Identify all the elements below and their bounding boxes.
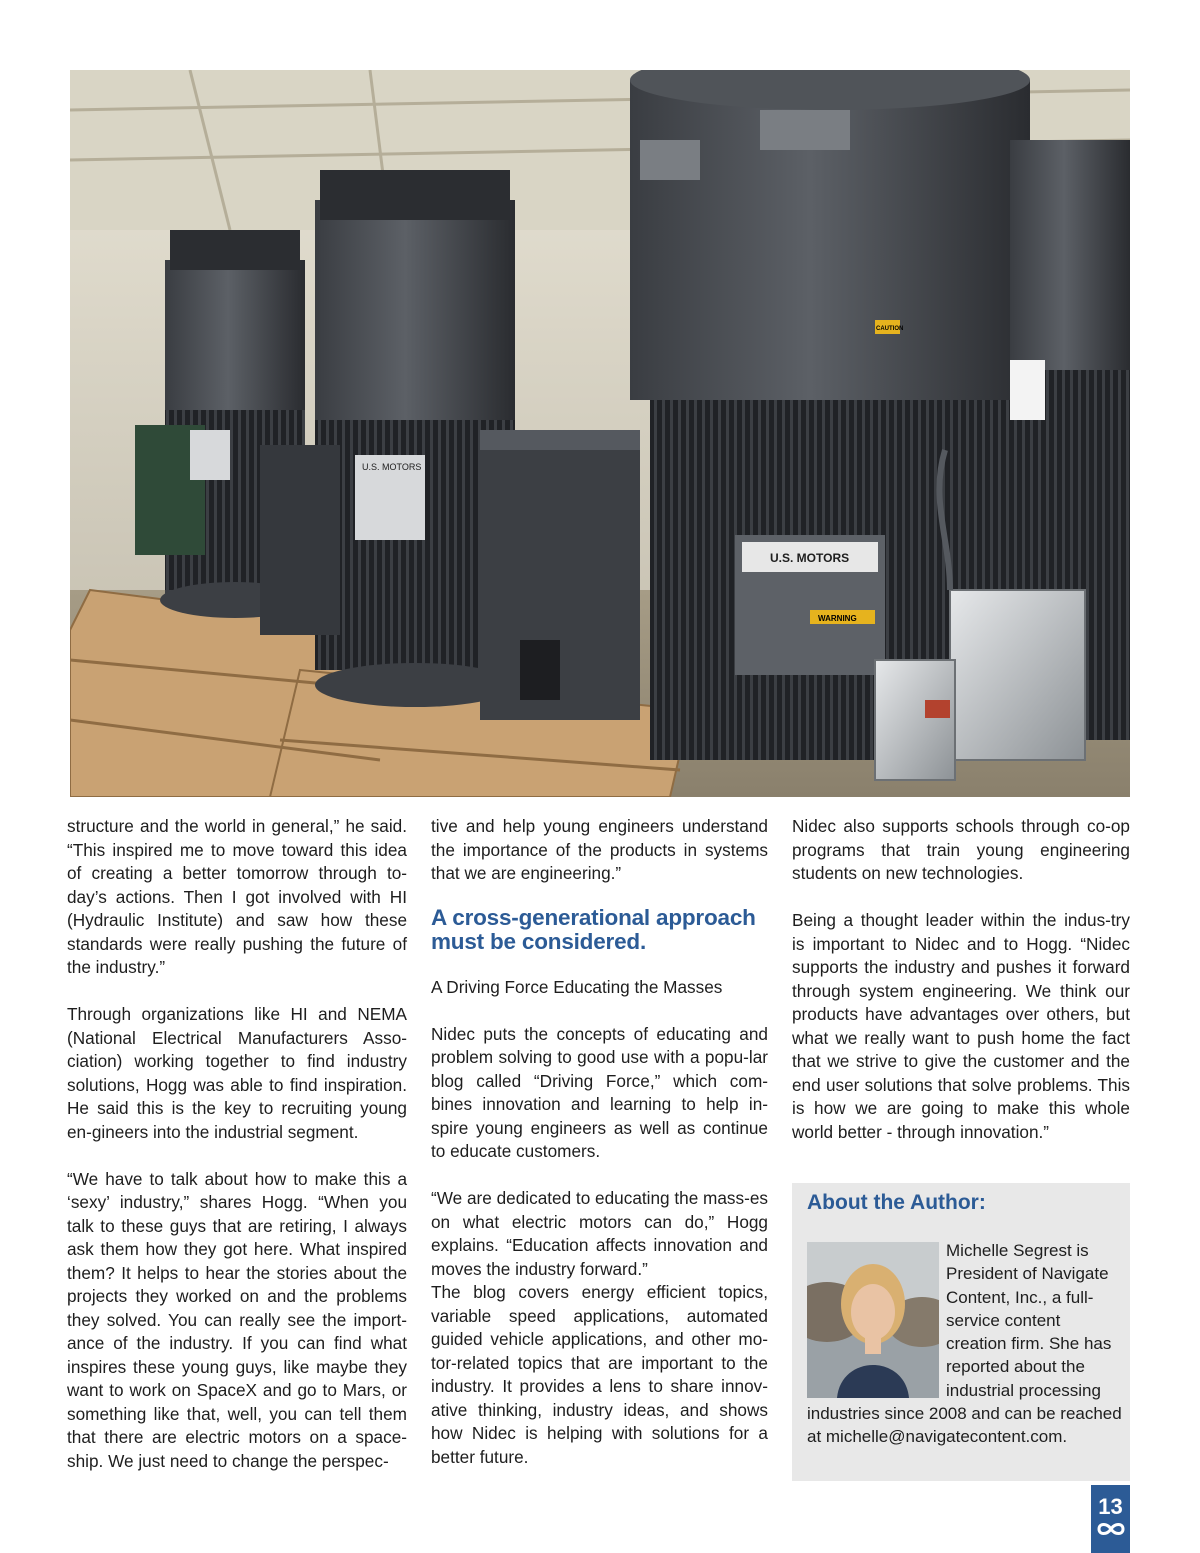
motors-illustration	[70, 70, 1130, 797]
author-bio-text: Michelle Segrest is President of Navigate Content, Inc., a full-service content creation firm. She has reported about the industrial processing industries since 2008 and can be reached at michelle@navigatecontent.com.	[807, 1241, 1122, 1447]
infinity-icon	[1096, 1521, 1126, 1537]
paragraph: The blog covers energy efficient topics, variable speed applications, automated guided vehicle applications, and other mo-tor-related topics that are important to the industry. It provides a lens to share innov-ative thinking, industry ideas, and shows how Nidec is helping with solutions for a better future.	[431, 1282, 768, 1467]
caution-label: CAUTION	[876, 326, 904, 332]
nameplate-small: U.S. MOTORS	[362, 462, 422, 472]
about-author-box	[792, 1183, 1130, 1481]
paragraph: Nidec puts the concepts of educating and problem solving to good use with a popu-lar blog called “Driving Force,” which com-bines innovation and learning to help in-spire young engineers as well as continue to educate customers.	[431, 1023, 768, 1161]
paragraph: tive and help young engineers understand the importance of the products in systems that we are engineering.”	[431, 816, 768, 883]
article-column-1	[67, 815, 407, 1473]
section-subheading: A Driving Force Educating the Masses	[431, 976, 723, 997]
author-bio	[807, 1239, 1125, 1449]
section-heading: A cross-generational approach must be considered.	[431, 904, 756, 954]
author-box-title: About the Author:	[807, 1191, 986, 1214]
article-column-3	[792, 815, 1130, 1144]
paragraph: structure and the world in general,” he said. “This inspired me to move toward this idea of creating a better tomorrow through to-day’s actions. Then I got involved with HI (Hydraulic Institute) and saw how these standards were really pushing the future of the industry.”	[67, 816, 407, 977]
paragraph: Nidec also supports schools through co-op programs that train young engineering students on new technologies.	[792, 816, 1130, 883]
paragraph: Being a thought leader within the indus-try is important to Nidec and to Hogg. “Nidec supports the industry and pushes it forward through system engineering. We think our products have advantages over others, but what we really want to push home the fact that we strive to give the customer and the end user solutions that solve problems. This is how we are going to make this whole world better - through innovation.”	[792, 910, 1130, 1142]
hero-photo	[70, 70, 1130, 797]
paragraph: “We have to talk about how to make this a ‘sexy’ industry,” shares Hogg. “When you talk to these guys that are retiring, I always ask them how they got here. What inspired them? It helps to hear the stories about the projects they worked on and the problems they solved. You can really see the import-ance of the industry. If you can find what inspires these young guys, like maybe they want to work on SpaceX and go to Mars, or something like that, well, you can tell them that there are electric motors on a space-ship. We just need to change the perspec-	[67, 1168, 407, 1471]
nameplate-main: U.S. MOTORS	[770, 551, 850, 565]
warning-label: WARNING	[818, 614, 857, 623]
article-column-2	[431, 815, 768, 1469]
page-number: 13	[1098, 1494, 1123, 1519]
page-number-tab	[1091, 1485, 1130, 1553]
paragraph: “We are dedicated to educating the mass-es on what electric motors can do,” Hogg explains. “Education affects innovation and moves the industry forward.”	[431, 1188, 768, 1279]
paragraph: Through organizations like HI and NEMA (National Electrical Manufacturers Asso-ciation) working together to find industry solutions, Hogg was able to find inspiration. He said this is the key to recruiting young en-gineers into the industrial segment.	[67, 1004, 407, 1142]
